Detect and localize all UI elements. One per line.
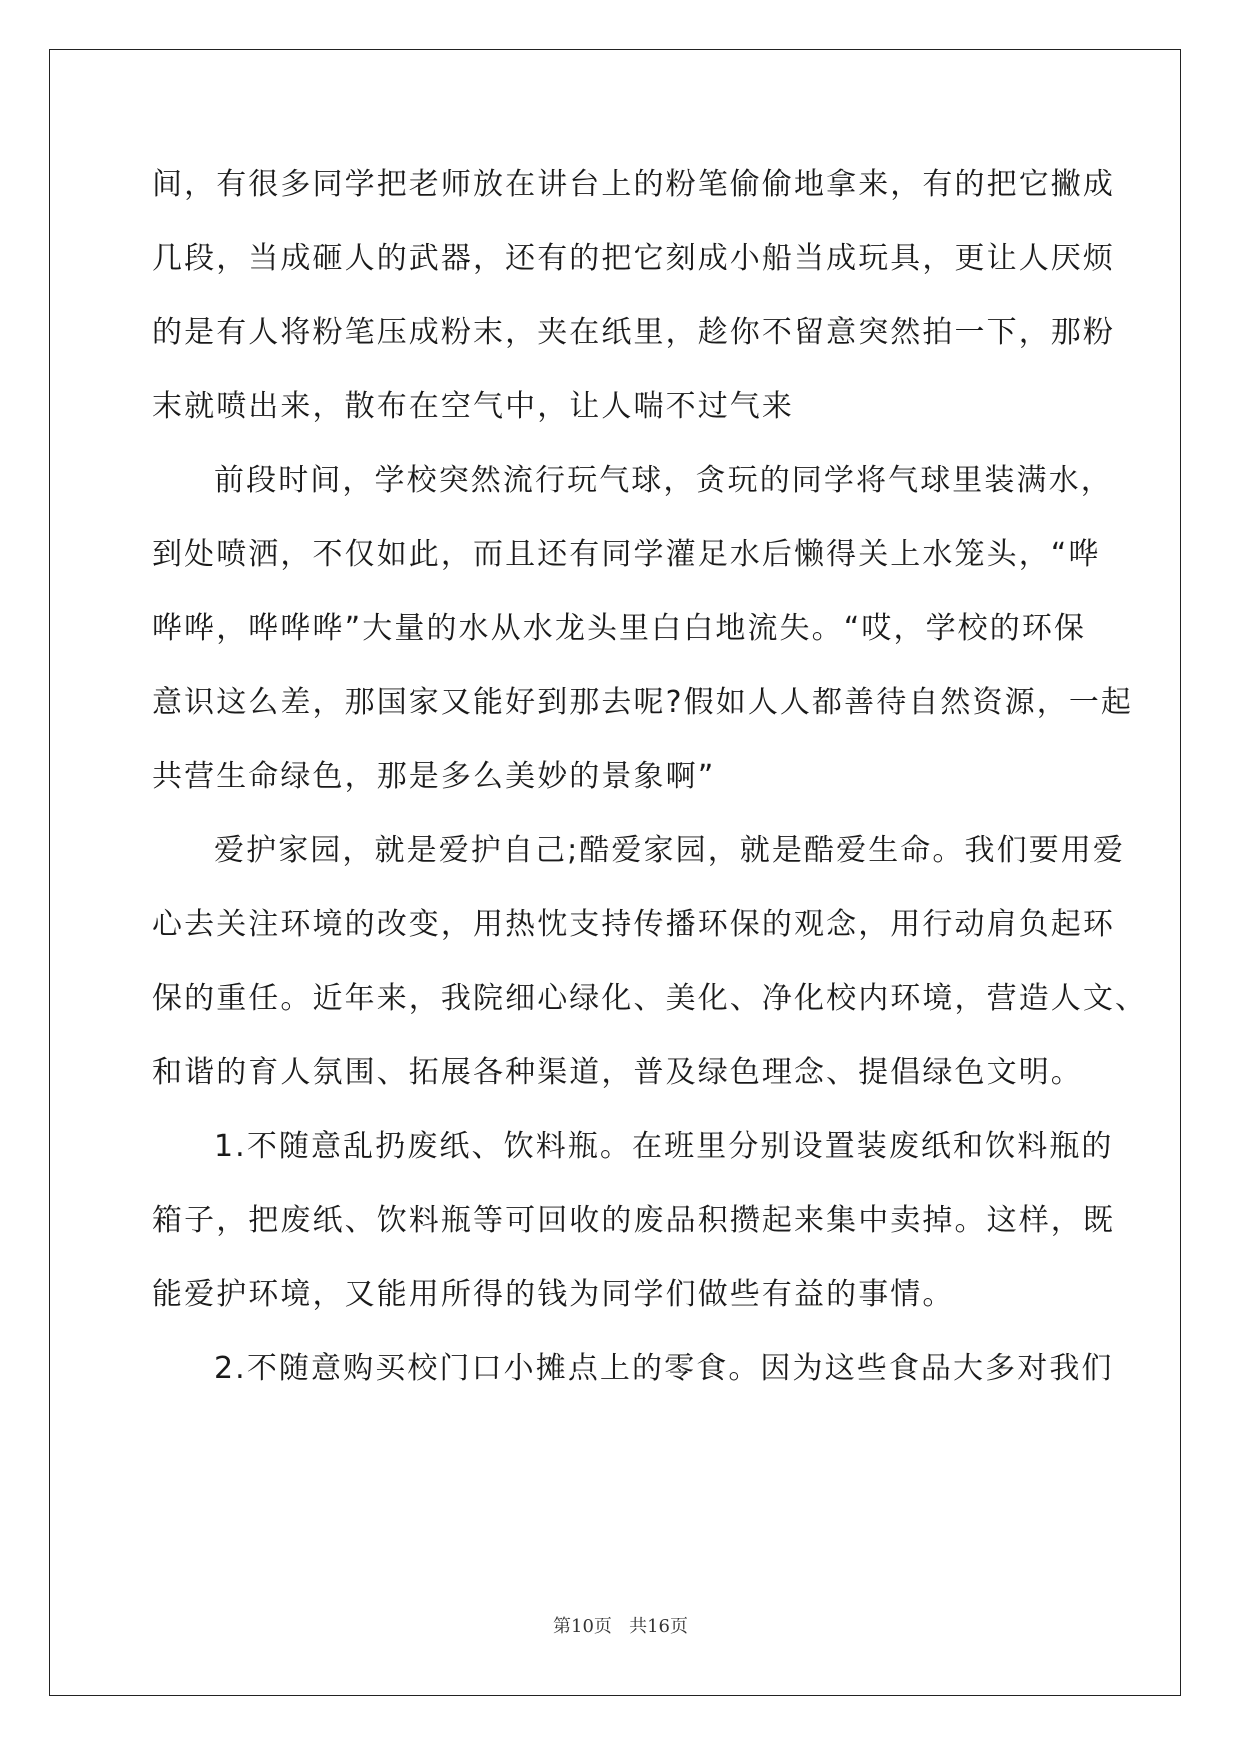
text-line: 箱子，把废纸、饮料瓶等可回收的废品积攒起来集中卖掉。这样，既 (152, 1203, 1115, 1238)
text-line: 哗哗，哗哗哗”大量的水从水龙头里白白地流失。“哎，学校的环保 (152, 611, 1087, 646)
text-line: 心去关注环境的改变，用热忱支持传播环保的观念，用行动肩负起环 (152, 907, 1115, 942)
text-line: 2.不随意购买校门口小摊点上的零食。因为这些食品大多对我们 (214, 1351, 1114, 1386)
text-line: 到处喷洒，不仅如此，而且还有同学灌足水后懒得关上水笼头，“哗 (152, 537, 1101, 572)
text-line: 意识这么差，那国家又能好到那去呢?假如人人都善待自然资源，一起 (152, 685, 1134, 720)
text-line: 前段时间，学校突然流行玩气球，贪玩的同学将气球里装满水， (214, 463, 1113, 498)
text-line: 和谐的育人氛围、拓展各种渠道，普及绿色理念、提倡绿色文明。 (152, 1055, 1083, 1090)
text-line: 几段，当成砸人的武器，还有的把它刻成小船当成玩具，更让人厌烦 (152, 241, 1115, 276)
text-line: 间，有很多同学把老师放在讲台上的粉笔偷偷地拿来，有的把它撇成 (152, 167, 1115, 202)
paragraph (152, 1349, 1114, 1423)
paragraph (152, 165, 1115, 461)
page-number: 第10页 共16页 (553, 1616, 688, 1637)
text-line: 的是有人将粉笔压成粉末，夹在纸里，趁你不留意突然拍一下，那粉 (152, 315, 1115, 350)
text-line: 共营生命绿色，那是多么美妙的景象啊” (152, 759, 716, 794)
paragraph (152, 1127, 1115, 1349)
document-body (152, 165, 1148, 1423)
page-footer (0, 1612, 1241, 1638)
text-line: 爱护家园，就是爱护自己;酷爱家园，就是酷爱生命。我们要用爱 (214, 833, 1126, 868)
paragraph (152, 831, 1148, 1127)
text-line: 保的重任。近年来，我院细心绿化、美化、净化校内环境，营造人文、 (152, 981, 1148, 1016)
text-line: 1.不随意乱扔废纸、饮料瓶。在班里分别设置装废纸和饮料瓶的 (214, 1129, 1114, 1164)
paragraph (152, 461, 1134, 831)
text-line: 能爱护环境，又能用所得的钱为同学们做些有益的事情。 (152, 1277, 955, 1312)
text-line: 末就喷出来，散布在空气中，让人喘不过气来 (152, 389, 794, 424)
